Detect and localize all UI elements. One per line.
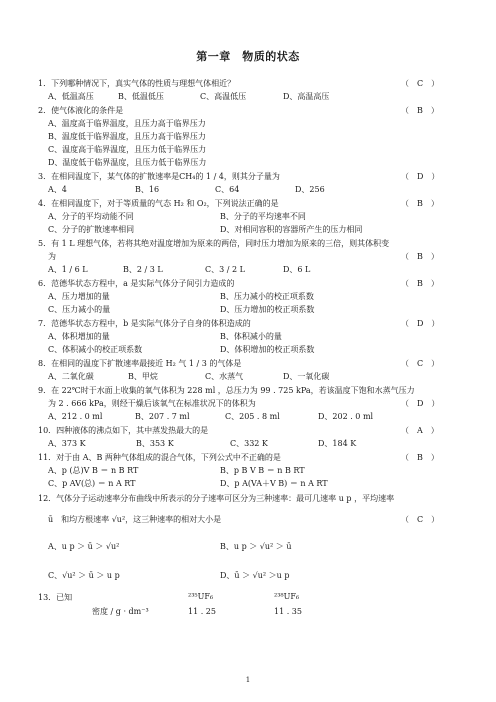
- question-stem: 9．在 22℃时于水面上收集的氧气体积为 228 ml ，总压力为 99 . 725 kPa，若该温度下饱和水蒸气压力: [38, 386, 415, 395]
- option: B、压力减小的校正项系数: [220, 292, 314, 301]
- table-cell: 11 . 35: [274, 607, 302, 616]
- page-number: 1: [245, 676, 251, 684]
- option: A、分子的平均动能不同: [48, 212, 134, 221]
- option: D、体积增加的校正项系数: [220, 345, 315, 354]
- question-stem-continued: 为: [48, 252, 56, 261]
- option: D、256: [295, 185, 325, 194]
- answer-mark: （ A ）: [401, 426, 439, 435]
- option: A、u p ＞ ū ＞ √u²: [48, 542, 120, 551]
- question-stem: 2．使气体液化的条件是: [38, 106, 124, 115]
- option: D、一氧化碳: [283, 372, 330, 381]
- option: D、202 . 0 ml: [318, 412, 374, 421]
- option: D、ū ＞ √u² ＞u p: [220, 571, 290, 580]
- table-cell: 11 . 25: [188, 607, 216, 616]
- option: C、水蒸气: [205, 372, 244, 381]
- question-stem: 3．在相同温度下，某气体的扩散速率是CH₄的 1 / 4，则其分子量为: [38, 172, 280, 181]
- answer-mark: （ B ）: [401, 199, 439, 208]
- question-stem-continued: ū 和均方根速率 √u²，这三种速率的相对大小是: [48, 515, 222, 524]
- question-stem: 7．范德华状态方程中，b 是实际气体分子自身的体积造成的: [38, 319, 251, 328]
- answer-mark: （ C ）: [401, 515, 440, 524]
- option: A、低温高压: [48, 92, 94, 101]
- question-stem: 4．在相同温度下，对于等质量的气态 H₂ 和 O₂，下列说法正确的是: [38, 199, 279, 208]
- answer-mark: （ B ）: [401, 106, 439, 115]
- table-row-label: 密度 / g · dm⁻³: [92, 607, 149, 616]
- option: C、分子的扩散速率相同: [48, 225, 135, 234]
- option: A、二氧化碳: [48, 372, 94, 381]
- option: B、353 K: [136, 439, 174, 448]
- option: A、212 . 0 ml: [48, 412, 103, 421]
- chapter-title: 第一章 物质的状态: [196, 50, 300, 63]
- option: B、甲烷: [128, 372, 158, 381]
- answer-mark: （ D ）: [401, 399, 440, 408]
- answer-mark: （ C ）: [401, 359, 440, 368]
- option: A、373 K: [48, 439, 86, 448]
- answer-mark: （ B ）: [401, 252, 439, 261]
- option: D、压力增加的校正项系数: [220, 305, 315, 314]
- option: B、分子的平均速率不同: [220, 212, 306, 221]
- option: C、压力减小的量: [48, 305, 111, 314]
- option: B、207 . 7 ml: [135, 412, 190, 421]
- option: D、温度低于临界温度，且压力低于临界压力: [48, 158, 207, 167]
- option: C、64: [215, 185, 240, 194]
- option: C、高温低压: [200, 92, 247, 101]
- question-stem: 12．气体分子运动速率分布曲线中所表示的分子速率可区分为三种速率：最可几速率 u p ，平均速率: [38, 494, 395, 503]
- option: B、p B V B ＝ n B RT: [220, 466, 305, 475]
- option: A、1 / 6 L: [48, 265, 88, 274]
- table-header: ²³⁵UF₆: [188, 592, 214, 601]
- question-stem: 1．下列哪种情况下，真实气体的性质与理想气体相近？: [38, 79, 236, 88]
- answer-mark: （ B ）: [401, 279, 439, 288]
- option: D、对相同容积的容器所产生的压力相同: [220, 225, 363, 234]
- option: B、温度低于临界温度，且压力高于临界压力: [48, 132, 206, 141]
- question-stem: 11．对于由 A、B 两种气体组成的混合气体，下列公式中不正确的是: [38, 453, 281, 462]
- option: C、205 . 8 ml: [225, 412, 280, 421]
- answer-mark: （ D ）: [401, 319, 440, 328]
- option: A、4: [48, 185, 67, 194]
- option: A、压力增加的量: [48, 292, 110, 301]
- option: C、3 / 2 L: [205, 265, 245, 274]
- option: B、低温低压: [118, 92, 164, 101]
- question-stem: 5．有 1 L 理想气体，若将其绝对温度增加为原来的两倍，同时压力增加为原来的三倍，则其体积变: [38, 239, 390, 248]
- option: C、332 K: [230, 439, 268, 448]
- option: A、p (总)V B ＝ n B RT: [48, 466, 139, 475]
- option: D、6 L: [283, 265, 311, 274]
- table-header: ²³⁸UF₆: [274, 592, 300, 601]
- option: D、p A(VA＋V B) ＝ n A RT: [220, 479, 328, 488]
- option: C、体积减小的校正项系数: [48, 345, 143, 354]
- answer-mark: （ D ）: [401, 172, 440, 181]
- option: A、体积增加的量: [48, 332, 110, 341]
- option: D、高温高压: [283, 92, 330, 101]
- option: B、2 / 3 L: [123, 265, 163, 274]
- option: C、p AV(总) ＝ n A RT: [48, 479, 136, 488]
- question-stem-continued: 为 2 . 666 kPa，则经干燥后该氧气在标准状况下的体积为: [48, 399, 256, 408]
- option: C、温度高于临界温度，且压力低于临界压力: [48, 145, 207, 154]
- option: B、体积减小的量: [220, 332, 282, 341]
- option: B、u p ＞ √u² ＞ ū: [220, 542, 292, 551]
- question-stem: 8．在相同的温度下扩散速率最接近 H₂ 气 1 / 3 的气体是: [38, 359, 242, 368]
- option: D、184 K: [318, 439, 357, 448]
- option: A、温度高于临界温度，且压力高于临界压力: [48, 119, 206, 128]
- answer-mark: （ C ）: [401, 79, 440, 88]
- option: C、√u² ＞ ū ＞ u p: [48, 571, 120, 580]
- question-stem: 6．范德华状态方程中，a 是实际气体分子间引力造成的: [38, 279, 235, 288]
- question-stem: 10．四种液体的沸点如下，其中蒸发热最大的是: [38, 426, 209, 435]
- question-stem: 13．已知: [38, 593, 73, 602]
- option: B、16: [135, 185, 160, 194]
- answer-mark: （ B ）: [401, 453, 439, 462]
